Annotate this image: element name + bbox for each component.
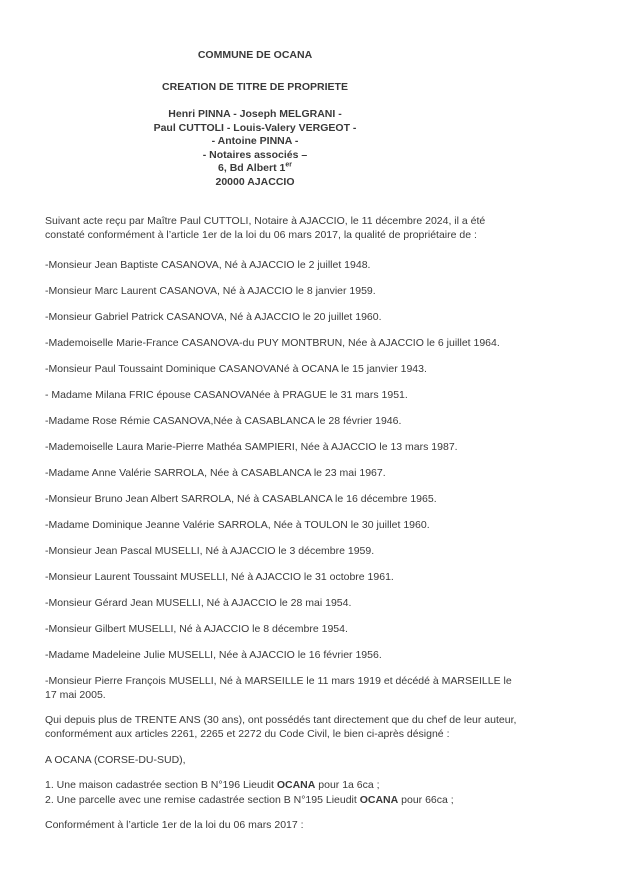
possession-line: conformément aux articles 2261, 2265 et 2272 du Code Civil, le bien ci-après désigné : [45, 728, 450, 740]
owner-entry: -Monsieur Jean Pascal MUSELLI, Né à AJACCIO le 3 décembre 1959. [45, 545, 375, 557]
owner-entry: -Monsieur Gabriel Patrick CASANOVA, Né à AJACCIO le 20 juillet 1960. [45, 311, 382, 323]
notaire-line: - Antoine PINNA - [211, 135, 299, 147]
property-item-place: OCANA [359, 794, 399, 806]
property-item-text: 2. Une parcelle avec une remise cadastrée section B N°195 Lieudit [45, 794, 360, 806]
document-title: CREATION DE TITRE DE PROPRIETE [162, 81, 348, 93]
owner-entry: -Monsieur Laurent Toussaint MUSELLI, Né à AJACCIO le 31 octobre 1961. [45, 571, 394, 583]
intro-line: constaté conformément à l’article 1er de la loi du 06 mars 2017, la qualité de propriétaire de : [45, 229, 477, 241]
owner-entry: -Madame Rose Rémie CASANOVA,Née à CASABLANCA le 28 février 1946. [45, 415, 402, 427]
owner-entry: -Madame Madeleine Julie MUSELLI, Née à AJACCIO le 16 février 1956. [45, 649, 382, 661]
owner-entry: -Monsieur Bruno Jean Albert SARROLA, Né à CASABLANCA le 16 décembre 1965. [45, 493, 437, 505]
owner-entry: -Madame Anne Valérie SARROLA, Née à CASABLANCA le 23 mai 1967. [45, 467, 386, 479]
property-list [45, 778, 592, 808]
owner-entry: -Monsieur Marc Laurent CASANOVA, Né à AJACCIO le 8 janvier 1959. [45, 285, 376, 297]
notaires-block [45, 108, 465, 189]
property-item-text: 1. Une maison cadastrée section B N°196 Lieudit [45, 779, 277, 791]
property-item-text: pour 66ca ; [398, 794, 454, 806]
owner-entry-line: -Monsieur Pierre François MUSELLI, Né à MARSEILLE le 11 mars 1919 et décédé à MARSEILLE le [45, 675, 512, 687]
owner-entry: -Madame Dominique Jeanne Valérie SARROLA, Née à TOULON le 30 juillet 1960. [45, 519, 430, 531]
location-line: A OCANA (CORSE-DU-SUD), [45, 754, 186, 766]
owner-entry: - Madame Milana FRIC épouse CASANOVANée à PRAGUE le 31 mars 1951. [45, 389, 408, 401]
property-item-place: OCANA [276, 779, 316, 791]
closing-line: Conformément à l’article 1er de la loi du 06 mars 2017 : [45, 819, 304, 831]
property-item-text: pour 1a 6ca ; [315, 779, 380, 791]
possession-line: Qui depuis plus de TRENTE ANS (30 ans), ont possédés tant directement que du chef de leur auteur, [45, 714, 517, 726]
notaire-line: - Notaires associés – [202, 148, 308, 161]
owner-entry: -Monsieur Jean Baptiste CASANOVA, Né à AJACCIO le 2 juillet 1948. [45, 259, 371, 271]
notaire-address-city: 20000 AJACCIO [215, 175, 295, 188]
address-text: 6, Bd Albert 1 [218, 162, 286, 174]
owner-entry: -Monsieur Gilbert MUSELLI, Né à AJACCIO le 8 décembre 1954. [45, 623, 348, 635]
owners-list [45, 258, 592, 702]
owner-entry: -Mademoiselle Laura Marie-Pierre Mathéa SAMPIERI, Née à AJACCIO le 13 mars 1987. [45, 441, 458, 453]
commune-title: COMMUNE DE OCANA [197, 49, 313, 61]
intro-line: Suivant acte reçu par Maître Paul CUTTOLI, Notaire à AJACCIO, le 11 décembre 2024, il a été [45, 215, 486, 227]
document-header [45, 49, 465, 189]
address-superscript: er [285, 161, 292, 169]
intro-paragraph [45, 214, 592, 242]
possession-paragraph [45, 713, 592, 741]
owner-entry: -Monsieur Paul Toussaint Dominique CASANOVANé à OCANA le 15 janvier 1943. [45, 363, 427, 375]
owner-entry-line: 17 mai 2005. [45, 689, 106, 701]
notaire-line: Paul CUTTOLI - Louis-Valery VERGEOT - [153, 121, 357, 134]
notaire-address-line [45, 162, 465, 176]
property-item [45, 778, 592, 793]
owner-entry: -Mademoiselle Marie-France CASANOVA-du PUY MONTBRUN, Née à AJACCIO le 6 juillet 1964. [45, 337, 500, 349]
owner-entry: -Monsieur Gérard Jean MUSELLI, Né à AJACCIO le 28 mai 1954. [45, 597, 352, 609]
notaire-line: Henri PINNA - Joseph MELGRANI - [168, 108, 342, 120]
owner-entry [45, 674, 592, 702]
property-item [45, 793, 592, 808]
